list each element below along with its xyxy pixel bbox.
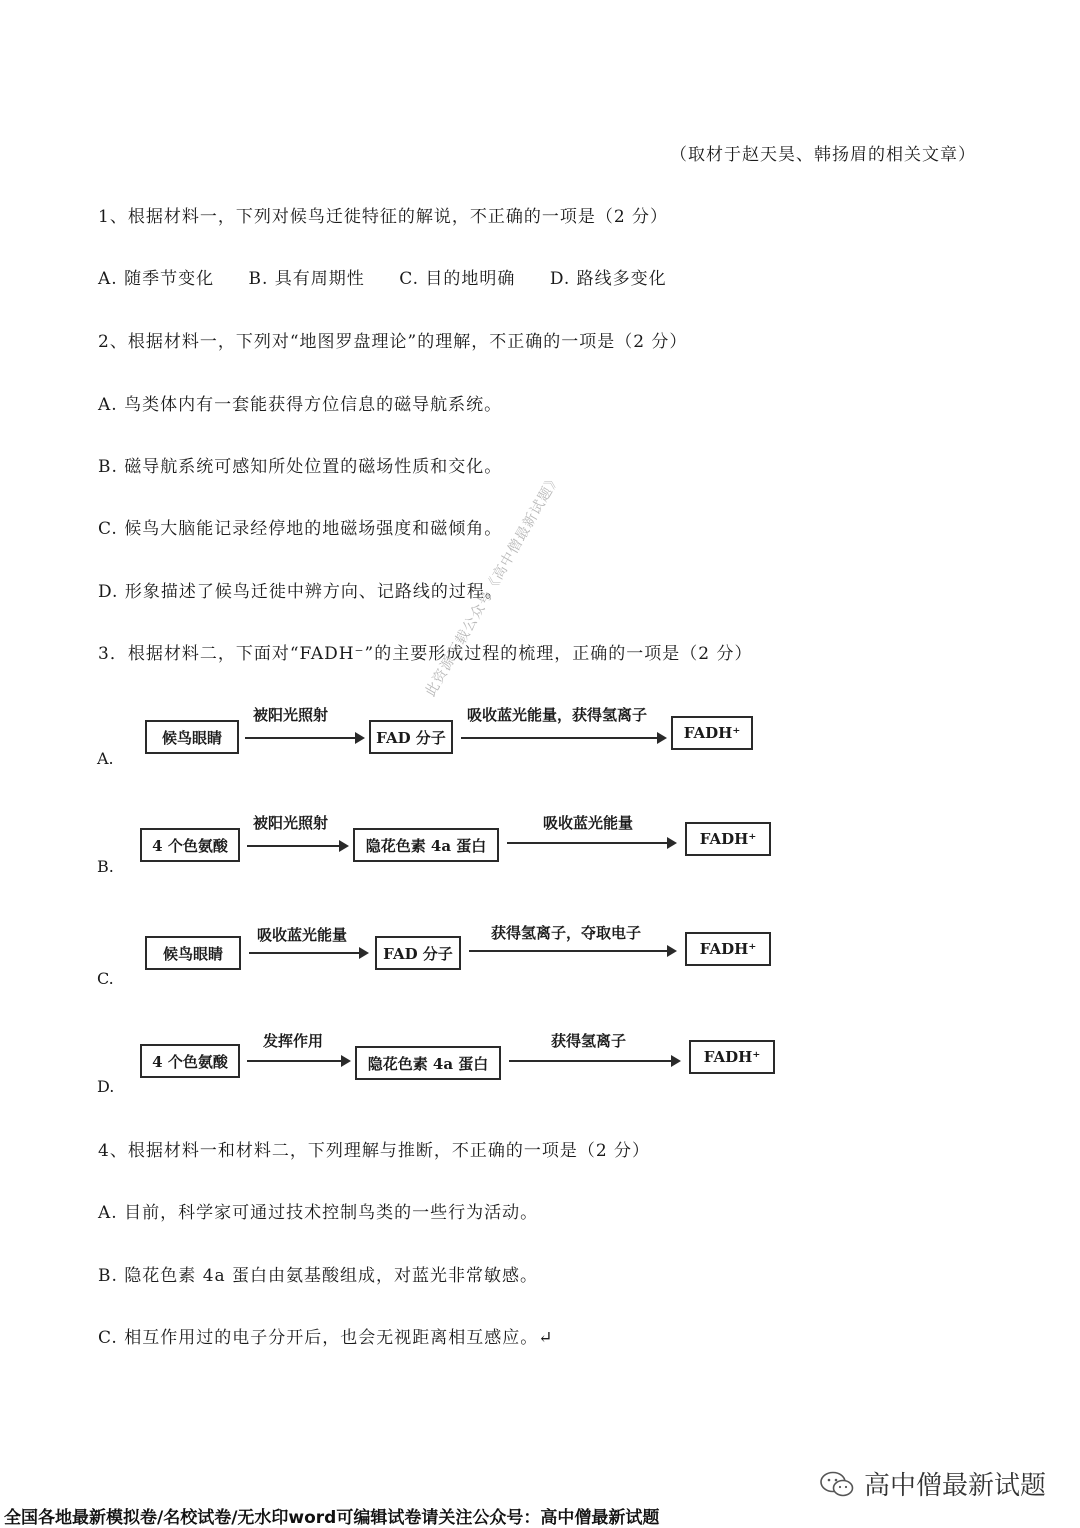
diagram-arrow-label: 获得氢离子 (551, 1032, 627, 1050)
diagram-box-end: FADH⁺ (685, 932, 771, 966)
arrow-icon (247, 845, 347, 847)
arrow-icon (461, 737, 665, 739)
diagram-box-end: FADH⁺ (685, 822, 771, 856)
diagram-box-start: 候鸟眼睛 (145, 720, 239, 754)
arrow-icon (249, 952, 367, 954)
footer-note: 全国各地最新模拟卷/名校试卷/无水印word可编辑试卷请关注公众号：高中僧最新试题 (4, 1508, 660, 1528)
diagram-arrow-label: 吸收蓝光能量 (257, 926, 348, 944)
q4-option-b: B. 隐花色素 4a 蛋白由氨基酸组成，对蓝光非常敏感。 (98, 1266, 539, 1286)
q4-option-c: C. 相互作用过的电子分开后，也会无视距离相互感应。↵ (98, 1328, 554, 1348)
q2-stem: 2、根据材料一，下列对“地图罗盘理论”的理解，不正确的一项是（2 分） (98, 332, 688, 352)
q1-options (98, 264, 695, 289)
q3-diagram-a (95, 706, 795, 770)
wechat-icon (820, 1471, 854, 1497)
diagram-box-end: FADH⁺ (671, 716, 753, 750)
arrow-icon (507, 842, 675, 844)
diagram-label: B. (97, 857, 114, 876)
diagram-arrow-label: 吸收蓝光能量，获得氢离子 (467, 706, 648, 724)
diagram-box-end: FADH⁺ (689, 1040, 775, 1074)
footer-brand-name: 高中僧最新试题 (863, 1471, 1046, 1501)
q3-diagram-d (95, 1032, 795, 1098)
q2-option-d: D. 形象描述了候鸟迁徙中辨方向、记路线的过程。 (98, 582, 503, 602)
diagram-arrow-label: 被阳光照射 (253, 814, 329, 832)
footer-brand (820, 1465, 1046, 1502)
diagram-label: A. (97, 749, 114, 768)
diagram-box-middle: FAD 分子 (375, 936, 461, 970)
diagram-box-start: 4 个色氨酸 (140, 1044, 240, 1078)
watermark-text: 此资源下载公众号《高中僧最新试题》 (422, 470, 564, 700)
arrow-icon (245, 737, 363, 739)
q4-option-a: A. 目前，科学家可通过技术控制鸟类的一些行为活动。 (98, 1203, 539, 1223)
q1-option-c: C. 目的地明确 (399, 269, 516, 289)
diagram-box-middle: FAD 分子 (369, 720, 453, 754)
q2-option-b: B. 磁导航系统可感知所处位置的磁场性质和交化。 (98, 457, 503, 477)
arrow-icon (509, 1060, 679, 1062)
diagram-box-middle: 隐花色素 4a 蛋白 (355, 1046, 501, 1080)
diagram-arrow-label: 发挥作用 (263, 1032, 324, 1050)
diagram-box-middle: 隐花色素 4a 蛋白 (353, 828, 499, 862)
diagram-arrow-label: 被阳光照射 (253, 706, 329, 724)
arrow-icon (469, 950, 675, 952)
diagram-box-start: 4 个色氨酸 (140, 828, 240, 862)
arrow-icon (247, 1060, 349, 1062)
q1-option-d: D. 路线多变化 (549, 269, 667, 289)
diagram-arrow-label: 吸收蓝光能量 (543, 814, 634, 832)
q2-option-a: A. 鸟类体内有一套能获得方位信息的磁导航系统。 (98, 395, 503, 415)
q3-stem: 3．根据材料二，下面对“FADH⁻”的主要形成过程的梳理，正确的一项是（2 分） (98, 644, 753, 664)
q1-option-b: B. 具有周期性 (248, 269, 365, 289)
q2-option-c: C. 候鸟大脑能记录经停地的地磁场强度和磁倾角。 (98, 519, 503, 539)
q3-diagram-b (95, 814, 795, 878)
diagram-label: C. (97, 969, 114, 988)
diagram-arrow-label: 获得氢离子，夺取电子 (491, 924, 642, 942)
q4-stem: 4、根据材料一和材料二，下列理解与推断，不正确的一项是（2 分） (98, 1141, 651, 1161)
q3-diagram-c (95, 924, 795, 990)
diagram-label: D. (97, 1077, 115, 1096)
source-citation: （取材于赵天昊、韩扬眉的相关文章） (670, 145, 976, 165)
q1-option-a: A. 随季节变化 (98, 269, 215, 289)
diagram-box-start: 候鸟眼睛 (145, 936, 241, 970)
q1-stem: 1、根据材料一，下列对候鸟迁徙特征的解说，不正确的一项是（2 分） (98, 207, 669, 227)
